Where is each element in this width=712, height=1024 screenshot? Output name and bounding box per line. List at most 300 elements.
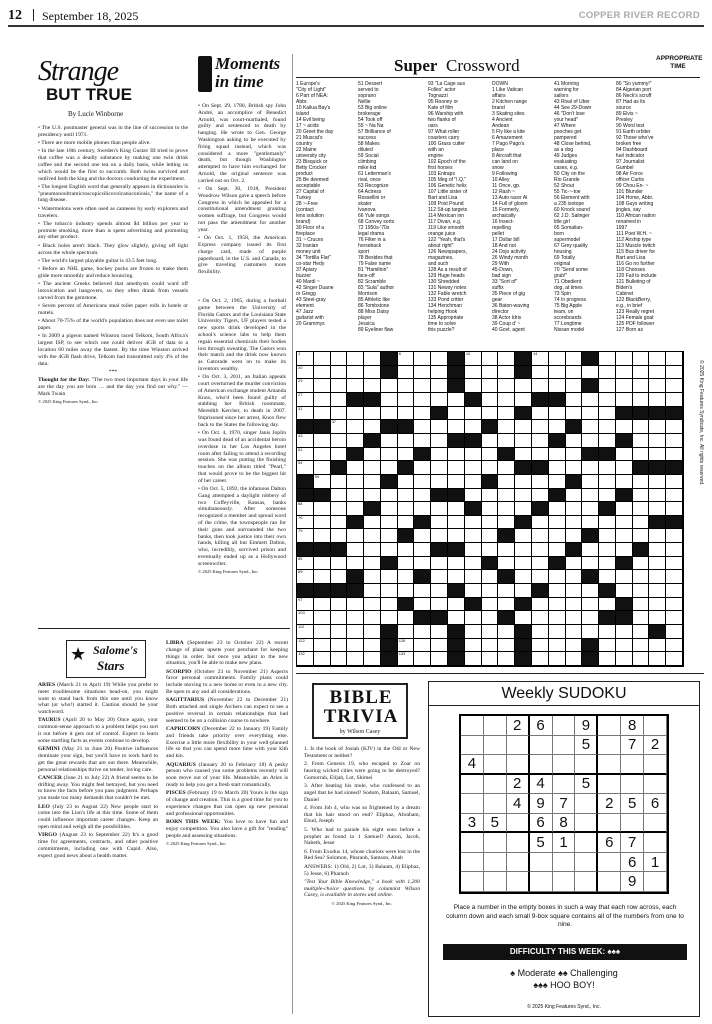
crossword-cell[interactable]: [566, 584, 583, 598]
crossword-cell[interactable]: [381, 516, 398, 530]
crossword-cell[interactable]: [364, 570, 381, 584]
crossword-cell[interactable]: [347, 652, 364, 666]
crossword-cell[interactable]: [649, 584, 666, 598]
crossword-cell[interactable]: [448, 557, 465, 571]
crossword-cell[interactable]: [381, 611, 398, 625]
crossword-cell[interactable]: [431, 379, 448, 393]
crossword-cell[interactable]: [364, 625, 381, 639]
crossword-cell[interactable]: [582, 475, 599, 489]
sudoku-cell[interactable]: [484, 833, 507, 853]
crossword-cell[interactable]: [532, 407, 549, 421]
crossword-cell[interactable]: [566, 379, 583, 393]
crossword-cell[interactable]: [314, 475, 331, 489]
crossword-cell[interactable]: [582, 366, 599, 380]
crossword-cell[interactable]: [347, 407, 364, 421]
crossword-cell[interactable]: [431, 475, 448, 489]
sudoku-cell[interactable]: [461, 794, 484, 814]
crossword-cell[interactable]: [465, 611, 482, 625]
crossword-cell[interactable]: [649, 570, 666, 584]
sudoku-cell[interactable]: [598, 853, 621, 873]
crossword-cell[interactable]: [649, 434, 666, 448]
crossword-cell[interactable]: [599, 625, 616, 639]
crossword-cell[interactable]: [566, 393, 583, 407]
crossword-cell[interactable]: [582, 393, 599, 407]
crossword-cell[interactable]: [414, 625, 431, 639]
crossword-cell[interactable]: [331, 529, 348, 543]
crossword-cell[interactable]: [297, 352, 314, 366]
crossword-cell[interactable]: [599, 639, 616, 653]
crossword-cell[interactable]: [599, 461, 616, 475]
crossword-cell[interactable]: [498, 516, 515, 530]
crossword-cell[interactable]: [549, 420, 566, 434]
crossword-cell[interactable]: [331, 611, 348, 625]
crossword-cell[interactable]: [364, 584, 381, 598]
crossword-cell[interactable]: [549, 543, 566, 557]
crossword-cell[interactable]: [414, 639, 431, 653]
crossword-cell[interactable]: [431, 420, 448, 434]
crossword-cell[interactable]: [649, 611, 666, 625]
crossword-cell[interactable]: [482, 625, 499, 639]
crossword-cell[interactable]: [666, 543, 683, 557]
crossword-cell[interactable]: [599, 598, 616, 612]
crossword-cell[interactable]: [666, 529, 683, 543]
crossword-cell[interactable]: [465, 448, 482, 462]
sudoku-cell[interactable]: [484, 853, 507, 873]
crossword-cell[interactable]: [297, 393, 314, 407]
sudoku-cell[interactable]: [507, 814, 530, 834]
crossword-cell[interactable]: [381, 393, 398, 407]
crossword-cell[interactable]: [331, 475, 348, 489]
crossword-cell[interactable]: [649, 529, 666, 543]
crossword-cell[interactable]: [532, 639, 549, 653]
crossword-cell[interactable]: [364, 352, 381, 366]
crossword-cell[interactable]: [666, 434, 683, 448]
crossword-cell[interactable]: [347, 461, 364, 475]
crossword-cell[interactable]: [498, 420, 515, 434]
crossword-cell[interactable]: [414, 652, 431, 666]
crossword-cell[interactable]: [515, 489, 532, 503]
crossword-cell[interactable]: [347, 434, 364, 448]
crossword-cell[interactable]: [331, 352, 348, 366]
crossword-cell[interactable]: [582, 557, 599, 571]
crossword-cell[interactable]: [347, 543, 364, 557]
crossword-cell[interactable]: [398, 502, 415, 516]
sudoku-cell[interactable]: [575, 872, 598, 892]
crossword-cell[interactable]: [515, 584, 532, 598]
crossword-cell[interactable]: [666, 611, 683, 625]
crossword-cell[interactable]: [566, 529, 583, 543]
crossword-cell[interactable]: [532, 611, 549, 625]
crossword-cell[interactable]: [532, 652, 549, 666]
crossword-cell[interactable]: [515, 529, 532, 543]
crossword-cell[interactable]: [297, 502, 314, 516]
crossword-cell[interactable]: [498, 639, 515, 653]
crossword-cell[interactable]: [666, 420, 683, 434]
crossword-cell[interactable]: [465, 639, 482, 653]
crossword-cell[interactable]: [364, 557, 381, 571]
crossword-cell[interactable]: [297, 379, 314, 393]
crossword-cell[interactable]: [582, 584, 599, 598]
crossword-cell[interactable]: [364, 461, 381, 475]
crossword-cell[interactable]: [649, 475, 666, 489]
crossword-cell[interactable]: [331, 557, 348, 571]
crossword-cell[interactable]: [498, 407, 515, 421]
sudoku-cell[interactable]: [461, 833, 484, 853]
crossword-cell[interactable]: [498, 557, 515, 571]
crossword-cell[interactable]: [364, 543, 381, 557]
sudoku-cell[interactable]: [461, 853, 484, 873]
crossword-cell[interactable]: [633, 420, 650, 434]
crossword-cell[interactable]: [314, 598, 331, 612]
crossword-cell[interactable]: [515, 502, 532, 516]
crossword-cell[interactable]: [364, 529, 381, 543]
sudoku-cell[interactable]: [461, 872, 484, 892]
crossword-cell[interactable]: [633, 379, 650, 393]
crossword-cell[interactable]: [482, 502, 499, 516]
crossword-cell[interactable]: [347, 475, 364, 489]
sudoku-cell[interactable]: [575, 833, 598, 853]
crossword-cell[interactable]: [431, 352, 448, 366]
crossword-cell[interactable]: [649, 652, 666, 666]
crossword-cell[interactable]: [448, 475, 465, 489]
crossword-cell[interactable]: [549, 570, 566, 584]
crossword-cell[interactable]: [431, 557, 448, 571]
crossword-cell[interactable]: [381, 598, 398, 612]
crossword-cell[interactable]: [314, 366, 331, 380]
crossword-cell[interactable]: [448, 598, 465, 612]
crossword-cell[interactable]: [398, 652, 415, 666]
sudoku-cell[interactable]: [575, 794, 598, 814]
crossword-cell[interactable]: [414, 366, 431, 380]
sudoku-cell[interactable]: [507, 833, 530, 853]
crossword-cell[interactable]: [666, 475, 683, 489]
crossword-cell[interactable]: [331, 598, 348, 612]
crossword-cell[interactable]: [331, 570, 348, 584]
crossword-cell[interactable]: [297, 652, 314, 666]
crossword-cell[interactable]: [482, 516, 499, 530]
crossword-cell[interactable]: [566, 598, 583, 612]
crossword-cell[interactable]: [633, 598, 650, 612]
crossword-cell[interactable]: [482, 598, 499, 612]
crossword-cell[interactable]: [414, 461, 431, 475]
crossword-cell[interactable]: [549, 611, 566, 625]
crossword-cell[interactable]: [549, 448, 566, 462]
crossword-cell[interactable]: [666, 598, 683, 612]
crossword-cell[interactable]: [465, 352, 482, 366]
crossword-cell[interactable]: [498, 502, 515, 516]
crossword-cell[interactable]: [498, 489, 515, 503]
sudoku-cell[interactable]: [461, 736, 484, 756]
crossword-cell[interactable]: [532, 516, 549, 530]
sudoku-cell[interactable]: [553, 716, 576, 736]
crossword-cell[interactable]: [297, 461, 314, 475]
crossword-cell[interactable]: [498, 584, 515, 598]
crossword-cell[interactable]: [549, 502, 566, 516]
crossword-cell[interactable]: [566, 366, 583, 380]
crossword-cell[interactable]: [515, 570, 532, 584]
sudoku-cell[interactable]: [575, 814, 598, 834]
crossword-cell[interactable]: [331, 407, 348, 421]
crossword-cell[interactable]: [582, 420, 599, 434]
crossword-cell[interactable]: [431, 625, 448, 639]
crossword-cell[interactable]: [398, 625, 415, 639]
crossword-cell[interactable]: [414, 543, 431, 557]
crossword-cell[interactable]: [599, 475, 616, 489]
sudoku-cell[interactable]: [507, 872, 530, 892]
crossword-cell[interactable]: [398, 352, 415, 366]
crossword-cell[interactable]: [431, 366, 448, 380]
crossword-cell[interactable]: [666, 584, 683, 598]
crossword-cell[interactable]: [347, 598, 364, 612]
crossword-cell[interactable]: [582, 489, 599, 503]
crossword-cell[interactable]: [364, 379, 381, 393]
crossword-cell[interactable]: [297, 516, 314, 530]
crossword-cell[interactable]: [532, 448, 549, 462]
crossword-cell[interactable]: [314, 570, 331, 584]
crossword-cell[interactable]: [532, 598, 549, 612]
crossword-cell[interactable]: [314, 557, 331, 571]
crossword-cell[interactable]: [498, 625, 515, 639]
crossword-cell[interactable]: [633, 434, 650, 448]
crossword-cell[interactable]: [532, 352, 549, 366]
crossword-cell[interactable]: [465, 366, 482, 380]
crossword-cell[interactable]: [532, 543, 549, 557]
crossword-cell[interactable]: [431, 502, 448, 516]
crossword-cell[interactable]: [549, 625, 566, 639]
crossword-cell[interactable]: [666, 557, 683, 571]
crossword-cell[interactable]: [616, 420, 633, 434]
crossword-cell[interactable]: [616, 625, 633, 639]
crossword-cell[interactable]: [515, 557, 532, 571]
sudoku-cell[interactable]: [621, 755, 644, 775]
crossword-grid[interactable]: [296, 351, 684, 667]
crossword-cell[interactable]: [649, 598, 666, 612]
crossword-cell[interactable]: [364, 611, 381, 625]
crossword-cell[interactable]: [633, 611, 650, 625]
crossword-cell[interactable]: [582, 625, 599, 639]
crossword-cell[interactable]: [498, 543, 515, 557]
crossword-cell[interactable]: [616, 502, 633, 516]
crossword-cell[interactable]: [649, 352, 666, 366]
crossword-cell[interactable]: [515, 475, 532, 489]
sudoku-cell[interactable]: [484, 794, 507, 814]
crossword-cell[interactable]: [465, 475, 482, 489]
crossword-cell[interactable]: [364, 489, 381, 503]
sudoku-cell[interactable]: [575, 853, 598, 873]
crossword-cell[interactable]: [616, 584, 633, 598]
crossword-cell[interactable]: [633, 489, 650, 503]
crossword-cell[interactable]: [566, 611, 583, 625]
crossword-cell[interactable]: [649, 502, 666, 516]
crossword-cell[interactable]: [549, 461, 566, 475]
crossword-cell[interactable]: [482, 407, 499, 421]
crossword-cell[interactable]: [314, 529, 331, 543]
crossword-cell[interactable]: [599, 529, 616, 543]
crossword-cell[interactable]: [414, 434, 431, 448]
sudoku-cell[interactable]: [598, 775, 621, 795]
crossword-cell[interactable]: [566, 557, 583, 571]
crossword-cell[interactable]: [649, 420, 666, 434]
crossword-cell[interactable]: [314, 434, 331, 448]
crossword-cell[interactable]: [482, 570, 499, 584]
crossword-cell[interactable]: [599, 516, 616, 530]
crossword-cell[interactable]: [314, 448, 331, 462]
crossword-cell[interactable]: [566, 407, 583, 421]
sudoku-cell[interactable]: [530, 872, 553, 892]
crossword-cell[interactable]: [381, 379, 398, 393]
crossword-cell[interactable]: [616, 366, 633, 380]
sudoku-cell[interactable]: [530, 736, 553, 756]
crossword-cell[interactable]: [666, 652, 683, 666]
crossword-cell[interactable]: [482, 393, 499, 407]
crossword-cell[interactable]: [314, 639, 331, 653]
crossword-cell[interactable]: [616, 516, 633, 530]
crossword-cell[interactable]: [616, 529, 633, 543]
crossword-cell[interactable]: [515, 379, 532, 393]
crossword-cell[interactable]: [582, 516, 599, 530]
crossword-cell[interactable]: [633, 502, 650, 516]
crossword-cell[interactable]: [566, 652, 583, 666]
crossword-cell[interactable]: [414, 557, 431, 571]
sudoku-cell[interactable]: [644, 775, 667, 795]
crossword-cell[interactable]: [482, 543, 499, 557]
crossword-cell[interactable]: [633, 639, 650, 653]
sudoku-cell[interactable]: [530, 853, 553, 873]
crossword-cell[interactable]: [331, 489, 348, 503]
sudoku-cell[interactable]: [644, 872, 667, 892]
sudoku-cell[interactable]: [461, 716, 484, 736]
crossword-cell[interactable]: [314, 625, 331, 639]
crossword-cell[interactable]: [532, 366, 549, 380]
sudoku-cell[interactable]: [484, 755, 507, 775]
crossword-cell[interactable]: [314, 352, 331, 366]
crossword-cell[interactable]: [633, 584, 650, 598]
crossword-cell[interactable]: [297, 366, 314, 380]
crossword-cell[interactable]: [515, 543, 532, 557]
crossword-cell[interactable]: [482, 611, 499, 625]
crossword-cell[interactable]: [566, 434, 583, 448]
crossword-cell[interactable]: [331, 652, 348, 666]
crossword-cell[interactable]: [498, 366, 515, 380]
sudoku-cell[interactable]: [507, 736, 530, 756]
crossword-cell[interactable]: [297, 529, 314, 543]
crossword-cell[interactable]: [649, 639, 666, 653]
crossword-cell[interactable]: [398, 543, 415, 557]
crossword-cell[interactable]: [666, 489, 683, 503]
crossword-cell[interactable]: [616, 543, 633, 557]
crossword-cell[interactable]: [566, 625, 583, 639]
crossword-cell[interactable]: [381, 543, 398, 557]
crossword-cell[interactable]: [549, 475, 566, 489]
crossword-cell[interactable]: [566, 352, 583, 366]
sudoku-cell[interactable]: [484, 872, 507, 892]
crossword-cell[interactable]: [616, 570, 633, 584]
crossword-cell[interactable]: [431, 393, 448, 407]
crossword-cell[interactable]: [297, 448, 314, 462]
crossword-cell[interactable]: [616, 379, 633, 393]
crossword-cell[interactable]: [465, 570, 482, 584]
crossword-cell[interactable]: [448, 461, 465, 475]
crossword-cell[interactable]: [414, 502, 431, 516]
crossword-cell[interactable]: [347, 366, 364, 380]
crossword-cell[interactable]: [465, 461, 482, 475]
crossword-cell[interactable]: [448, 570, 465, 584]
crossword-cell[interactable]: [482, 489, 499, 503]
crossword-cell[interactable]: [465, 543, 482, 557]
crossword-cell[interactable]: [633, 475, 650, 489]
crossword-cell[interactable]: [431, 639, 448, 653]
crossword-cell[interactable]: [331, 393, 348, 407]
crossword-cell[interactable]: [515, 434, 532, 448]
crossword-cell[interactable]: [482, 379, 499, 393]
crossword-cell[interactable]: [633, 529, 650, 543]
sudoku-cell[interactable]: [621, 775, 644, 795]
crossword-cell[interactable]: [398, 611, 415, 625]
crossword-cell[interactable]: [381, 584, 398, 598]
sudoku-cell[interactable]: [507, 755, 530, 775]
crossword-cell[interactable]: [465, 379, 482, 393]
crossword-cell[interactable]: [633, 570, 650, 584]
crossword-cell[interactable]: [599, 366, 616, 380]
crossword-cell[interactable]: [331, 625, 348, 639]
crossword-cell[interactable]: [666, 352, 683, 366]
crossword-cell[interactable]: [381, 448, 398, 462]
crossword-cell[interactable]: [666, 625, 683, 639]
crossword-cell[interactable]: [297, 434, 314, 448]
crossword-cell[interactable]: [633, 557, 650, 571]
crossword-cell[interactable]: [314, 652, 331, 666]
crossword-cell[interactable]: [666, 393, 683, 407]
sudoku-cell[interactable]: [644, 755, 667, 775]
crossword-cell[interactable]: [498, 352, 515, 366]
crossword-cell[interactable]: [297, 407, 314, 421]
crossword-cell[interactable]: [347, 529, 364, 543]
crossword-cell[interactable]: [649, 366, 666, 380]
sudoku-cell[interactable]: [530, 755, 553, 775]
crossword-cell[interactable]: [414, 489, 431, 503]
crossword-cell[interactable]: [448, 611, 465, 625]
crossword-cell[interactable]: [398, 434, 415, 448]
crossword-cell[interactable]: [566, 516, 583, 530]
crossword-cell[interactable]: [599, 393, 616, 407]
crossword-cell[interactable]: [582, 611, 599, 625]
crossword-cell[interactable]: [331, 366, 348, 380]
crossword-cell[interactable]: [666, 570, 683, 584]
crossword-cell[interactable]: [364, 652, 381, 666]
crossword-cell[interactable]: [398, 489, 415, 503]
crossword-cell[interactable]: [448, 516, 465, 530]
crossword-cell[interactable]: [599, 379, 616, 393]
crossword-cell[interactable]: [414, 598, 431, 612]
sudoku-cell[interactable]: [553, 775, 576, 795]
crossword-cell[interactable]: [364, 475, 381, 489]
crossword-cell[interactable]: [314, 393, 331, 407]
crossword-cell[interactable]: [297, 557, 314, 571]
crossword-cell[interactable]: [448, 448, 465, 462]
sudoku-cell[interactable]: [507, 853, 530, 873]
crossword-cell[interactable]: [633, 366, 650, 380]
crossword-cell[interactable]: [381, 570, 398, 584]
crossword-cell[interactable]: [633, 652, 650, 666]
crossword-cell[interactable]: [549, 352, 566, 366]
crossword-cell[interactable]: [314, 407, 331, 421]
crossword-cell[interactable]: [414, 379, 431, 393]
crossword-cell[interactable]: [649, 448, 666, 462]
crossword-cell[interactable]: [599, 652, 616, 666]
crossword-cell[interactable]: [364, 598, 381, 612]
crossword-cell[interactable]: [599, 407, 616, 421]
crossword-cell[interactable]: [331, 434, 348, 448]
